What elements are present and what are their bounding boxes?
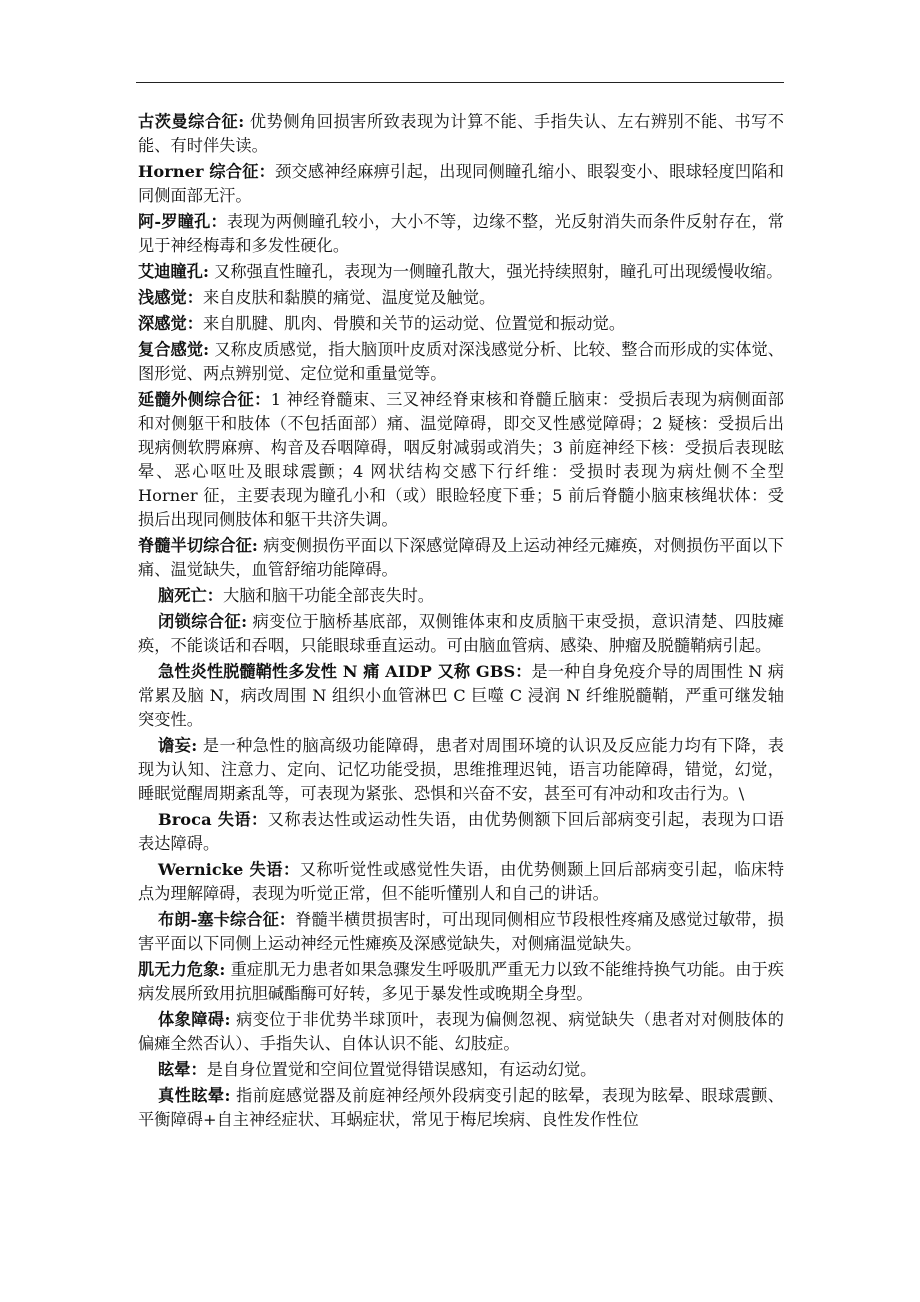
definition-term: 复合感觉: [138,340,210,359]
definition-paragraph [138,388,784,532]
definition-term: 急性炎性脱髓鞘性多发性 N 痛 AIDP 又称 GBS： [158,662,532,681]
definition-paragraph [138,210,784,258]
definition-paragraph [138,1058,784,1082]
definition-text: 是自身位置觉和空间位置觉得错误感知，有运动幻觉。 [206,1060,597,1079]
definition-text: 1 神经脊髓束、三叉神经脊束核和脊髓丘脑束：受损后表现为病侧面部和对侧躯干和肢体（不包括面部）痛、温觉障碍，即交叉性感觉障碍；2 疑核：受损后出现病侧软腭麻痹、构音及吞咽障碍，咽反射减弱或消失；3 前庭神经下核：受损后表现眩晕、恶心呕吐及眼球震颤；4 网状结构交感下行纤维：受损时表现为病灶侧不全型 Horner 征，主要表现为瞳孔小和（或）眼睑轻度下垂；5 前后脊髓小脑束核绳状体：受损后出现同侧肢体和躯干共济失调。 [138,390,784,529]
definition-term: 阿-罗瞳孔： [138,212,227,231]
definition-term: 深感觉： [138,314,203,333]
definition-paragraph [138,1008,784,1056]
definition-text: 又称表达性或运动性失语，由优势侧额下回后部病变引起，表现为口语表达障碍。 [138,810,784,853]
definition-paragraph [138,908,784,956]
definition-paragraph [138,1084,784,1132]
definition-text: 颈交感神经麻痹引起，出现同侧瞳孔缩小、眼裂变小、眼球轻度凹陷和同侧面部无汗。 [138,162,784,205]
definition-paragraph [138,260,784,284]
definition-term: 延髓外侧综合征： [138,390,271,409]
definition-paragraph [138,338,784,386]
definition-text: 来自肌腱、肌肉、骨膜和关节的运动觉、位置觉和振动觉。 [202,314,626,333]
definition-term: 谵妄: [158,736,198,755]
definition-paragraph [138,660,784,732]
definition-term: 古茨曼综合征: [138,112,245,131]
definition-text: 是一种急性的脑高级功能障碍，患者对周围环境的认识及反应能力均有下降，表现为认知、注意力、定向、记忆功能受损，思维推理迟钝，语言功能障碍，错觉，幻觉，睡眠觉醒周期紊乱等，可表现为紧张、恐惧和兴奋不安，甚至可有冲动和攻击行为。\ [138,736,784,803]
definition-term: 脑死亡： [158,586,223,605]
definition-term: 布朗-塞卡综合征： [158,910,296,929]
definition-paragraph [138,958,784,1006]
document-body [138,110,784,1134]
definition-text: 大脑和脑干功能全部丧失时。 [222,586,435,605]
definition-text: 表现为两侧瞳孔较小，大小不等，边缘不整，光反射消失而条件反射存在，常见于神经梅毒和多发性硬化。 [138,212,784,255]
definition-term: 真性眩晕: [158,1086,231,1105]
definition-term: 闭锁综合征: [158,612,248,631]
definition-text: 病变位于非优势半球顶叶，表现为偏侧忽视、病觉缺失（患者对对侧肢体的偏瘫全然否认）、手指失认、自体认识不能、幻肢症。 [138,1010,785,1053]
definition-term: 肌无力危象: [138,960,226,979]
definition-paragraph [138,286,784,310]
header-rule [136,82,784,83]
definition-text: 又称强直性瞳孔，表现为一侧瞳孔散大，强光持续照射，瞳孔可出现缓慢收缩。 [208,262,783,281]
definition-paragraph [138,110,784,158]
definition-paragraph [138,160,784,208]
definition-term: Wernicke 失语： [158,860,300,879]
definition-paragraph [138,610,784,658]
definition-paragraph [138,534,784,582]
definition-term: 脊髓半切综合征: [138,536,258,555]
definition-paragraph [138,584,784,608]
definition-text: 病变位于脑桥基底部，双侧锥体束和皮质脑干束受损，意识清楚、四肢瘫痪，不能谈话和吞咽，只能眼球垂直运动。可由脑血管病、感染、肿瘤及脱髓鞘病引起。 [138,612,784,655]
definition-paragraph [138,808,784,856]
definition-text: 又称皮质感觉，指大脑顶叶皮质对深浅感觉分析、比较、整合而形成的实体觉、图形觉、两点辨别觉、定位觉和重量觉等。 [138,340,784,383]
definition-paragraph [138,734,784,806]
definition-text: 是一种自身免疫介导的周围性 N 病常累及脑 N，病改周围 N 组织小血管淋巴 C 巨噬 C 浸润 N 纤维脱髓鞘，严重可继发轴突变性。 [138,662,784,729]
definition-paragraph [138,312,784,336]
definition-term: 体象障碍: [158,1010,231,1029]
definition-text: 病变侧损伤平面以下深感觉障碍及上运动神经元瘫痪，对侧损伤平面以下痛、温觉缺失，血管舒缩功能障碍。 [138,536,785,579]
definition-text: 优势侧角回损害所致表现为计算不能、手指失认、左右辨别不能、书写不能、有时伴失读。 [138,112,785,155]
definition-term: 眩晕： [158,1060,207,1079]
definition-term: Broca 失语： [158,810,268,829]
definition-text: 重症肌无力患者如果急骤发生呼吸肌严重无力以致不能维持换气功能。由于疾病发展所致用抗胆碱酯酶可好转，多见于暴发性或晚期全身型。 [138,960,784,1003]
definition-text: 脊髓半横贯损害时，可出现同侧相应节段根性疼痛及感觉过敏带，损害平面以下同侧上运动神经元性瘫痪及深感觉缺失，对侧痛温觉缺失。 [138,910,785,953]
definition-paragraph [138,858,784,906]
definition-text: 又称听觉性或感觉性失语，由优势侧颞上回后部病变引起，临床特点为理解障碍，表现为听觉正常，但不能听懂别人和自己的讲话。 [138,860,785,903]
definition-term: 浅感觉： [138,288,203,307]
definition-term: 艾迪瞳孔: [138,262,209,281]
definition-text: 来自皮肤和黏膜的痛觉、温度觉及触觉。 [202,288,496,307]
definition-text: 指前庭感觉器及前庭神经颅外段病变引起的眩晕，表现为眩晕、眼球震颤、平衡障碍+自主神经症状、耳蜗症状，常见于梅尼埃病、良性发作性位 [138,1086,785,1129]
definition-term: Horner 综合征： [138,162,276,181]
